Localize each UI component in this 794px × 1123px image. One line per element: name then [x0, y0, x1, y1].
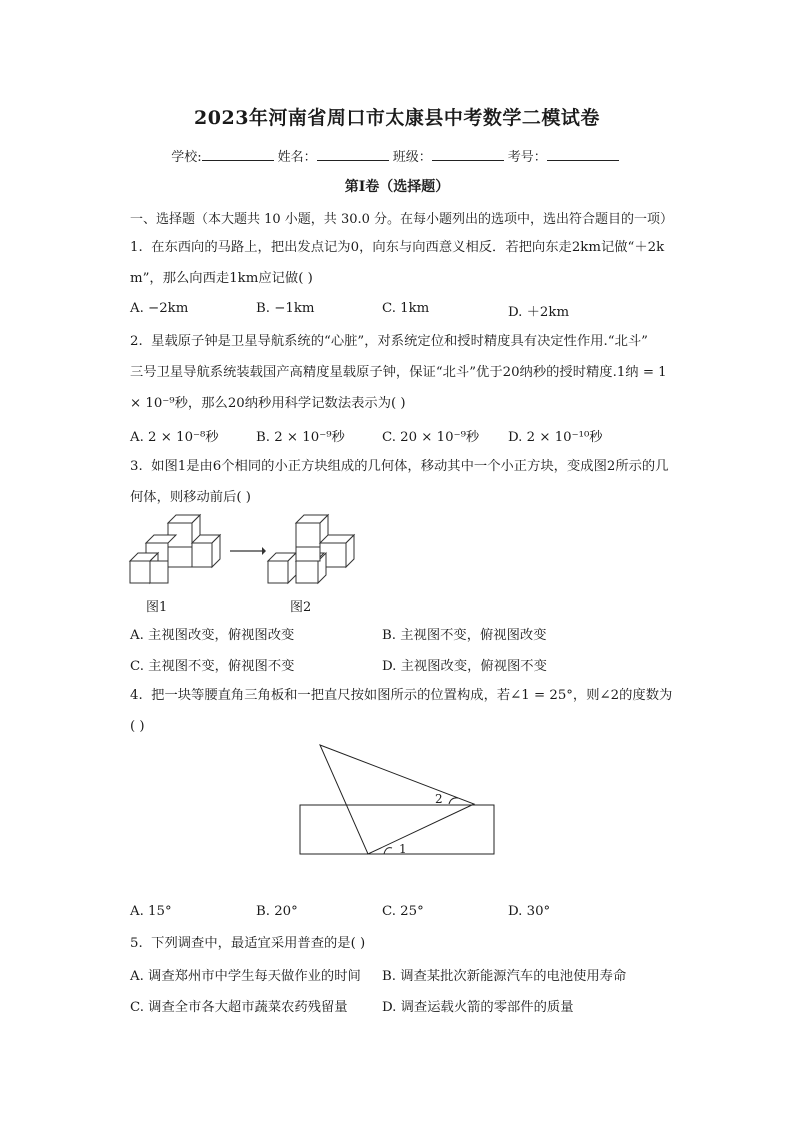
triangle-ruler-figure — [296, 742, 500, 862]
question-text: 在东西向的马路上，把出发点记为0，向东与向西意义相反．若把向东走2km记做“＋2k — [151, 240, 665, 255]
question-1-options — [130, 301, 690, 321]
option-b[interactable]: B. 调查某批次新能源汽车的电池使用寿命 — [382, 969, 627, 984]
question-number: 5. — [130, 936, 143, 951]
question-5-options-row2 — [130, 996, 690, 1016]
school-blank[interactable] — [202, 148, 274, 161]
question-4 — [130, 686, 690, 737]
question-text-cont: 三号卫星导航系统装载国产高精度星载原子钟，保证“北斗”优于20纳秒的授时精度.1纳 = 1 — [130, 365, 667, 380]
class-label: 班级： — [392, 150, 432, 165]
option-a[interactable]: A. 15° — [130, 904, 172, 919]
option-a[interactable]: A. 主视图改变，俯视图改变 — [130, 628, 295, 643]
question-2 — [130, 332, 690, 414]
class-blank[interactable] — [432, 148, 504, 161]
option-c[interactable]: C. 25° — [382, 904, 424, 919]
figure-1-caption: 图1 — [146, 600, 168, 615]
option-b[interactable]: B. −1km — [256, 301, 315, 316]
option-c[interactable]: C. 20 × 10⁻⁹秒 — [382, 430, 480, 445]
angle-1-label: 1 — [399, 842, 407, 856]
question-4-options — [130, 904, 690, 924]
option-d[interactable]: D. 2 × 10⁻¹⁰秒 — [508, 430, 603, 445]
page-title: 2023年河南省周口市太康县中考数学二模试卷 — [194, 107, 600, 129]
question-number: 4. — [130, 688, 143, 703]
question-text-cont: × 10⁻⁹秒，那么20纳秒用科学记数法表示为( ) — [130, 396, 406, 411]
question-2-options — [130, 426, 690, 446]
section-heading: 一、选择题（本大题共 10 小题，共 30.0 分。在每小题列出的选项中，选出符合题目的一项） — [130, 212, 674, 227]
option-a[interactable]: A. −2km — [130, 301, 189, 316]
figure-1-cubes — [128, 515, 228, 587]
option-d[interactable]: D. 调查运载火箭的零部件的质量 — [382, 1000, 574, 1015]
question-5 — [130, 934, 690, 954]
option-d[interactable]: D. 主视图改变，俯视图不变 — [382, 659, 547, 674]
question-3-options-row1 — [130, 624, 690, 644]
question-3 — [130, 457, 690, 508]
option-c[interactable]: C. 主视图不变，俯视图不变 — [130, 659, 295, 674]
number-blank[interactable] — [547, 148, 619, 161]
name-label: 姓名： — [277, 150, 317, 165]
number-label: 考号： — [507, 150, 547, 165]
question-1 — [130, 238, 690, 289]
arrow-icon — [230, 546, 266, 556]
option-b[interactable]: B. 20° — [256, 904, 298, 919]
option-d[interactable]: D. ＋2km — [508, 305, 570, 320]
option-b[interactable]: B. 主视图不变，俯视图改变 — [382, 628, 547, 643]
question-text: 下列调查中，最适宜采用普查的是( ) — [151, 936, 366, 951]
question-text-cont: ( ) — [130, 719, 145, 734]
option-d[interactable]: D. 30° — [508, 904, 551, 919]
angle-2-label: 2 — [435, 792, 443, 806]
question-text: 星载原子钟是卫星导航系统的“心脏”，对系统定位和授时精度具有决定性作用.“北斗” — [151, 334, 648, 349]
question-3-options-row2 — [130, 655, 690, 675]
name-blank[interactable] — [317, 148, 389, 161]
question-text: 如图1是由6个相同的小正方块组成的几何体，移动其中一个小正方块，变成图2所示的几 — [151, 459, 669, 474]
figure-2-cubes — [266, 515, 358, 587]
option-a[interactable]: A. 调查郑州市中学生每天做作业的时间 — [130, 969, 361, 984]
question-number: 3. — [130, 459, 143, 474]
school-label: 学校: — [171, 150, 202, 165]
question-number: 1. — [130, 240, 143, 255]
student-info-line — [0, 146, 794, 165]
question-text-cont: 何体，则移动前后( ) — [130, 490, 251, 505]
option-b[interactable]: B. 2 × 10⁻⁹秒 — [256, 430, 345, 445]
option-c[interactable]: C. 调查全市各大超市蔬菜农药残留量 — [130, 1000, 348, 1015]
question-text: 把一块等腰直角三角板和一把直尺按如图所示的位置构成，若∠1 = 25°，则∠2的度数为 — [151, 688, 673, 703]
question-text-cont: m”，那么向西走1km应记做( ) — [130, 271, 313, 286]
question-5-options-row1 — [130, 965, 690, 985]
figure-2-caption: 图2 — [290, 600, 312, 615]
option-c[interactable]: C. 1km — [382, 301, 430, 316]
volume-heading: 第Ⅰ卷（选择题） — [344, 179, 450, 195]
option-a[interactable]: A. 2 × 10⁻⁸秒 — [130, 430, 219, 445]
question-number: 2. — [130, 334, 143, 349]
